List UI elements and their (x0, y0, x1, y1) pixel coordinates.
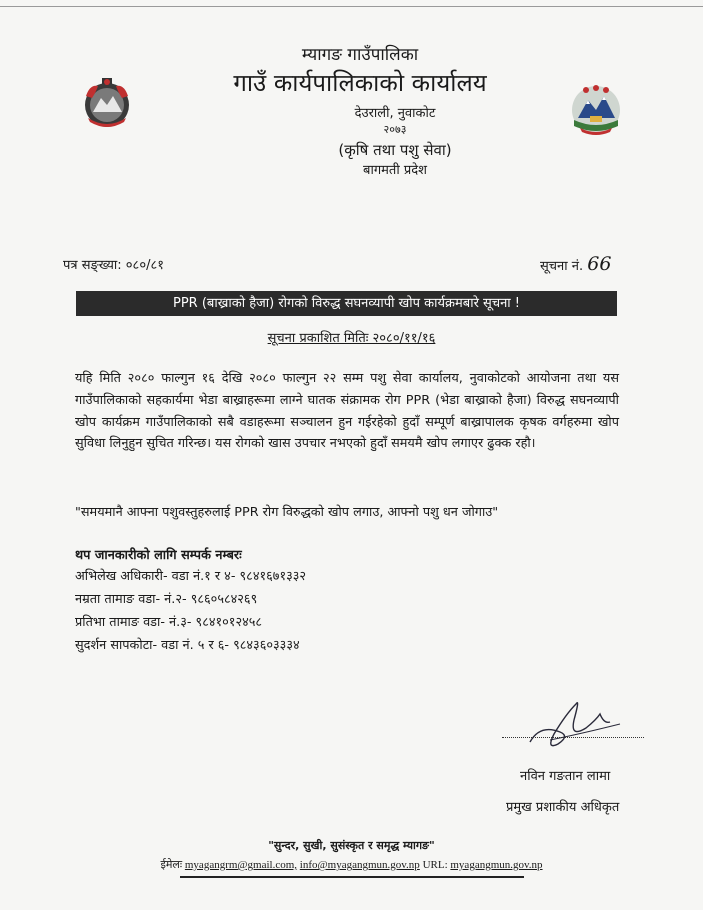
url-label: URL: (422, 859, 448, 871)
footer-slogan: "सुन्दर, सुखी, सुसंस्कृत र समृद्ध म्यागङ" (268, 839, 435, 852)
letter-number (63, 255, 164, 273)
letter-number-value: ०८०/८१ (125, 258, 164, 273)
email-link-2[interactable]: info@myagangmun.gov.np (299, 859, 420, 871)
office-name: गाउँ कार्यपालिकाको कार्यालय (233, 69, 487, 97)
municipality-name: म्यागङ गाउँपालिका (301, 45, 419, 65)
email-label: ईमेलः (160, 858, 183, 871)
department-name: (कृषि तथा पशु सेवा) (338, 141, 452, 159)
municipality-emblem-icon (566, 80, 626, 140)
footer-rule (180, 876, 524, 878)
nepal-government-emblem-icon (76, 72, 138, 134)
letterhead (150, 44, 570, 180)
top-edge-line (0, 6, 703, 7)
notice-number-value: 66 (587, 253, 612, 275)
email-link-1[interactable]: myagangrm@gmail.com, (184, 859, 298, 871)
notice-number (540, 253, 611, 275)
established-year: २०७३ (383, 123, 407, 136)
notice-body: यहि मिति २०८० फाल्गुन १६ देखि २०८० फाल्गुन २२ सम्म पशु सेवा कार्यालय, नुवाकोटको आयोजना तथा यस गाउँपालिकाको सहकार्यमा भेडा बाख्राहरूमा लाग्ने घातक संक्रामक रोग PPR (भेडा बाख्राको हैजा) विरुद्ध सघनव्यापी खोप कार्यक्रम गाउँपालिकाको सबै वडाहरूमा सञ्चालन हुन गईरहेको हुदाँ सम्पूर्ण बाख्रापालक कृषक वर्गहरुमा खोप सुविधा लिनुहुन सुचित गरिन्छ। यस रोगको खास उपचार नभएको हुदाँ समयमै खोप लगाएर ढुक्क रहौ। (75, 371, 619, 452)
contact-item: अभिलेख अधिकारी- वडा नं.१ र ४- ९८४१६७१३३२ (75, 569, 307, 584)
signature-line (502, 737, 644, 738)
signatory-title: प्रमुख प्रशाकीय अधिकृत (506, 800, 620, 815)
website-link[interactable]: myagangmun.gov.np (450, 859, 543, 871)
notice-number-label: सूचना नं. (540, 259, 584, 274)
contact-list (75, 565, 306, 657)
contact-item: प्रतिभा तामाङ वडा- नं.३- ९८४१०१२४५८ (75, 615, 263, 630)
contact-item: नम्रता तामाङ वडा- नं.२- ९८६०५८४२६९ (75, 592, 258, 607)
contact-heading: थप जानकारीको लागि सम्पर्क नम्बरः (75, 548, 242, 563)
publish-date: सूचना प्रकाशित मितिः २०८०/११/१६ (267, 331, 436, 346)
letter-number-label: पत्र सङ्ख्या: (63, 258, 122, 273)
signatory-name: नविन गङतान लामा (520, 769, 611, 784)
footer-contact (0, 857, 703, 872)
notice-title: PPR (बाख्राको हैजा) रोगको विरुद्ध सघनव्यापी खोप कार्यक्रमबारे सूचना ! (76, 291, 617, 316)
signature-icon (510, 684, 640, 754)
office-address: देउराली, नुवाकोट (354, 106, 436, 121)
awareness-quote: "समयमानै आफ्ना पशुवस्तुहरुलाई PPR रोग विरुद्धको खोप लगाउ, आफ्नो पशु धन जोगाउ" (75, 505, 499, 520)
province-name: बागमती प्रदेश (363, 163, 427, 178)
contact-item: सुदर्शन सापकोटा- वडा नं. ५ र ६- ९८४३६०३३३४ (75, 638, 300, 653)
